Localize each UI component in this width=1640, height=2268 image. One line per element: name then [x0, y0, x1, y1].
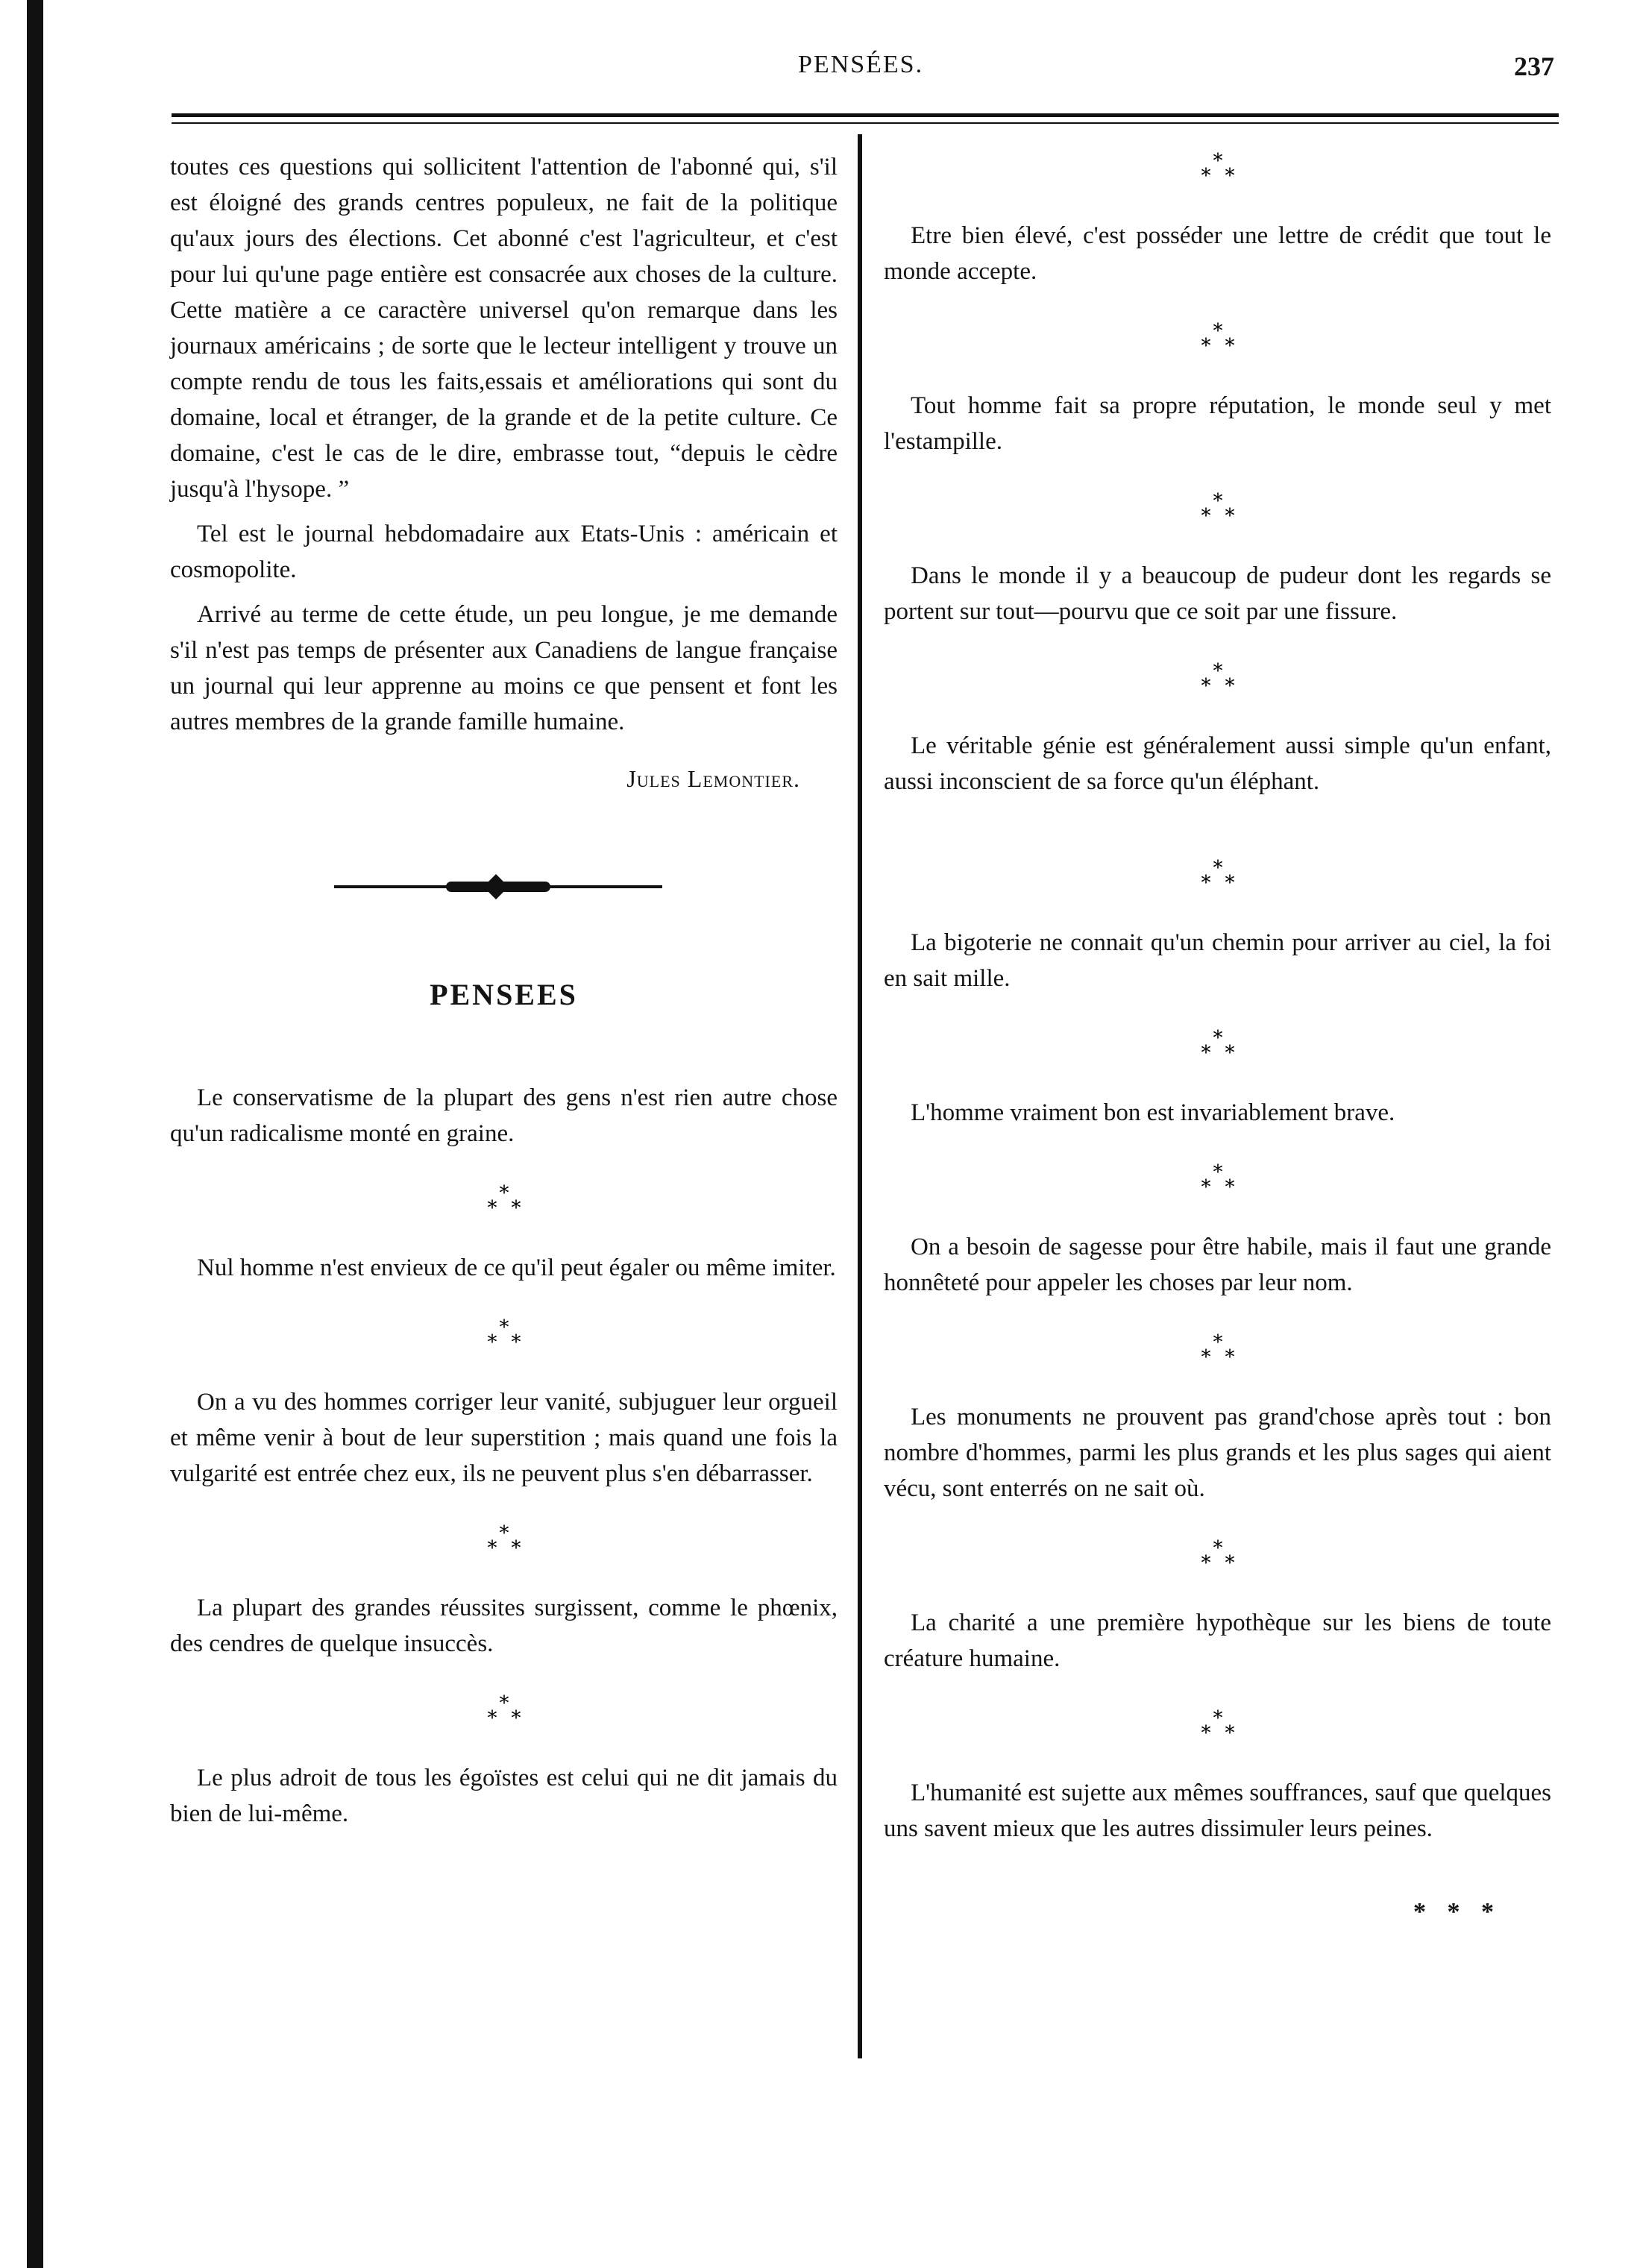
svg-text:*: * — [1201, 1552, 1210, 1572]
pensee: La charité a une première hypothèque sur les biens de toute créature humaine. — [884, 1609, 1551, 1672]
svg-text:*: * — [1225, 675, 1234, 695]
asterism-icon — [1194, 1539, 1242, 1572]
svg-text:*: * — [499, 1319, 509, 1339]
svg-text:*: * — [1213, 152, 1222, 172]
svg-text:*: * — [1213, 859, 1222, 879]
article-paragraph: Tel est le journal hebdomadaire aux Etats-Unis : américain et cosmopolite. — [170, 521, 838, 583]
svg-text:*: * — [1201, 1042, 1210, 1062]
asterism-icon — [1194, 859, 1242, 892]
svg-text:*: * — [1213, 1163, 1222, 1184]
asterism-icon — [1194, 322, 1242, 355]
svg-text:*: * — [1201, 335, 1210, 355]
svg-text:*: * — [1201, 872, 1210, 892]
pensee: Le conservatisme de la plupart des gens n'est rien autre chose qu'un radicalisme monté en graine. — [170, 1084, 838, 1147]
svg-text:*: * — [499, 1694, 509, 1715]
left-column — [170, 149, 838, 1832]
svg-text:*: * — [1213, 1709, 1222, 1730]
asterism-icon — [1194, 1029, 1242, 1062]
article-paragraph: Arrivé au terme de cette étude, un peu longue, je me demande s'il n'est pas temps de présenter aux Canadiens de langue française un journal qui leur apprenne au moins ce que pensent et font les autres membres de la grande famille humaine. — [170, 601, 838, 735]
pensee: Tout homme fait sa propre réputation, le monde seul y met l'estampille. — [884, 392, 1551, 455]
asterism-icon — [480, 1694, 528, 1727]
pensee: Dans le monde il y a beaucoup de pudeur dont les regards se portent sur tout—pourvu que ce soit par une fissure. — [884, 562, 1551, 625]
asterism-icon — [480, 1184, 528, 1217]
svg-text:*: * — [511, 1331, 521, 1351]
svg-text:*: * — [1225, 872, 1234, 892]
svg-text:*: * — [487, 1331, 497, 1351]
section-ornament — [334, 879, 662, 895]
asterism-icon — [1194, 662, 1242, 695]
svg-text:*: * — [1213, 492, 1222, 512]
svg-text:*: * — [1201, 1722, 1210, 1742]
pensee: Le véritable génie est généralement aussi simple qu'un enfant, aussi inconscient de sa force qu'un éléphant. — [884, 732, 1551, 795]
pensee: L'homme vraiment bon est invariablement brave. — [911, 1099, 1395, 1126]
pensee: La bigoterie ne connait qu'un chemin pour arriver au ciel, la foi en sait mille. — [884, 929, 1551, 992]
closing-asterism: * * * — [1413, 1898, 1501, 1926]
svg-text:*: * — [499, 1524, 509, 1545]
asterism-icon — [1194, 1334, 1242, 1366]
pensee: On a vu des hommes corriger leur vanité, subjuguer leur orgueil et même venir à bout de leur superstition ; mais quand une fois la vulgarité est entrée chez eux, ils ne peuvent plus s'en débarrasser. — [170, 1389, 838, 1487]
svg-text:*: * — [1225, 1176, 1234, 1196]
asterism-icon — [480, 1524, 528, 1557]
svg-text:*: * — [1201, 165, 1210, 185]
svg-text:*: * — [487, 1537, 497, 1557]
header-rule-thick — [172, 113, 1559, 117]
svg-text:*: * — [511, 1707, 521, 1727]
pensee: Etre bien élevé, c'est posséder une lettre de crédit que tout le monde accepte. — [884, 222, 1551, 285]
pensee: L'humanité est sujette aux mêmes souffrances, sauf que quelques uns savent mieux que les autres dissimuler leurs peines. — [884, 1779, 1551, 1842]
svg-text:*: * — [1201, 675, 1210, 695]
asterism-icon — [1194, 1709, 1242, 1742]
article-paragraph: toutes ces questions qui sollicitent l'attention de l'abonné qui, s'il est éloigné des grands centres populeux, ne fait de la politique qu'aux jours des élections. Cet abonné c'est l'agriculteur, et c'est pour lui qu'une page entière est consacrée aux choses de la culture. Cette matière a ce caractère universel qu'on remarque dans les journaux américains ; de sorte que le lecteur intelligent y trouve un compte rendu de tous les faits,essais et améliorations qui sont du domaine, local et étranger, de la grande et de la petite culture. Ce domaine, c'est le cas de le dire, embrasse tout, “depuis le cèdre jusqu'à l'hysope. ” — [170, 154, 838, 503]
author-signature: Jules Lemontier. — [626, 765, 800, 792]
column-divider — [858, 134, 862, 2058]
svg-text:*: * — [1213, 662, 1222, 682]
svg-text:*: * — [487, 1197, 497, 1217]
page-number: 237 — [1514, 51, 1554, 81]
svg-text:*: * — [511, 1197, 521, 1217]
svg-text:*: * — [1201, 505, 1210, 525]
header-rule-thin — [172, 122, 1559, 124]
pensee: Les monuments ne prouvent pas grand'chose après tout : bon nombre d'hommes, parmi les plus grands et les plus sages qui aient vécu, sont enterrés on ne sait où. — [884, 1404, 1551, 1502]
section-title: PENSEES — [430, 978, 578, 1011]
svg-text:*: * — [1225, 1722, 1234, 1742]
right-column — [884, 149, 1551, 1847]
scan-edge-shadow — [27, 0, 43, 2268]
asterism-icon — [1194, 152, 1242, 185]
svg-text:*: * — [1225, 505, 1234, 525]
svg-text:*: * — [1201, 1346, 1210, 1366]
asterism-icon — [480, 1319, 528, 1351]
svg-text:*: * — [1213, 1334, 1222, 1354]
asterism-icon — [1194, 1163, 1242, 1196]
running-title: PENSÉES. — [798, 51, 924, 78]
svg-text:*: * — [1225, 335, 1234, 355]
svg-text:*: * — [499, 1184, 509, 1204]
svg-text:*: * — [1213, 1029, 1222, 1049]
pensee: Le plus adroit de tous les égoïstes est celui qui ne dit jamais du bien de lui-même. — [170, 1765, 838, 1827]
svg-text:*: * — [1225, 1346, 1234, 1366]
asterism-icon — [1194, 492, 1242, 525]
pensee: La plupart des grandes réussites surgissent, comme le phœnix, des cendres de quelque insuccès. — [170, 1595, 838, 1657]
svg-text:*: * — [1225, 165, 1234, 185]
pensee: On a besoin de sagesse pour être habile, mais il faut une grande honnêteté pour appeler les choses par leur nom. — [884, 1234, 1551, 1296]
svg-text:*: * — [1213, 1539, 1222, 1559]
svg-text:*: * — [1225, 1042, 1234, 1062]
svg-text:*: * — [1201, 1176, 1210, 1196]
svg-text:*: * — [1225, 1552, 1234, 1572]
pensee: Nul homme n'est envieux de ce qu'il peut égaler ou même imiter. — [197, 1254, 836, 1281]
svg-text:*: * — [511, 1537, 521, 1557]
svg-text:*: * — [1213, 322, 1222, 342]
svg-text:*: * — [487, 1707, 497, 1727]
